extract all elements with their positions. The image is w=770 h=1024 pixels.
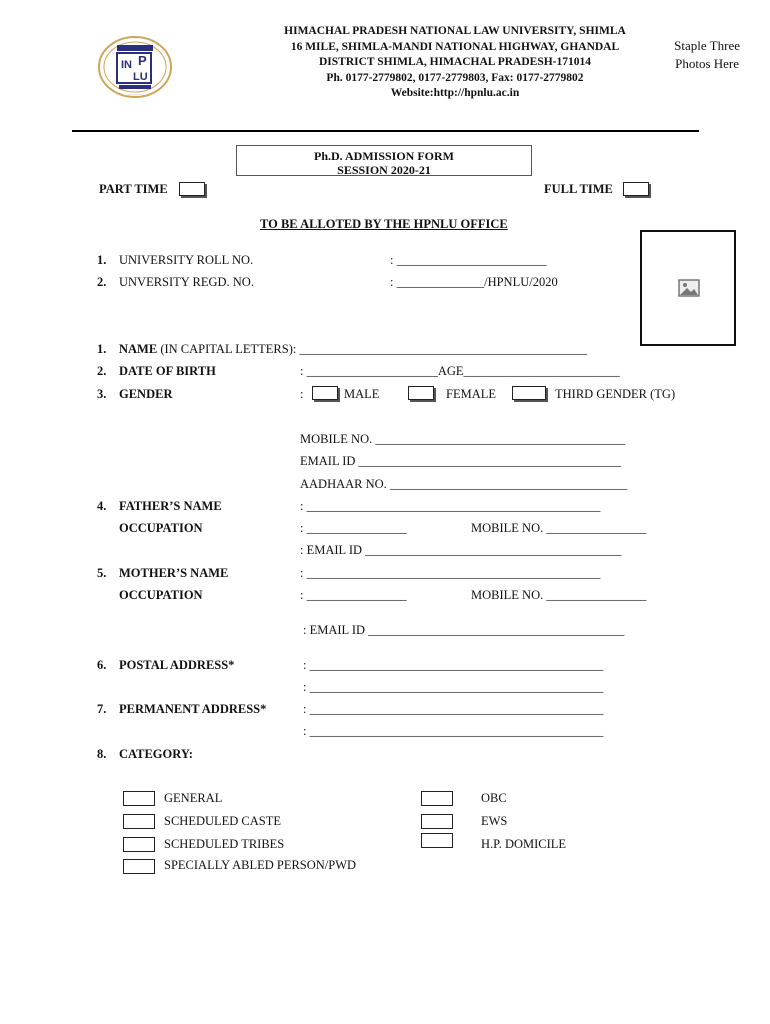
full-time-checkbox[interactable]: [623, 182, 649, 196]
header-line-1: HIMACHAL PRADESH NATIONAL LAW UNIVERSITY, SHIMLA: [284, 25, 626, 37]
university-roll-label: UNIVERSITY ROLL NO.: [119, 253, 254, 267]
father-mobile-field[interactable]: MOBILE NO. ________________: [471, 521, 647, 535]
postal-address-line-2[interactable]: : _______________________________________________: [303, 680, 604, 694]
office-field-2-num: 2.: [97, 275, 107, 289]
dob-label: DATE OF BIRTH: [119, 364, 216, 378]
father-occupation-field[interactable]: : ________________: [300, 521, 407, 535]
aadhaar-field[interactable]: AADHAAR NO. ______________________________________: [300, 477, 628, 491]
general-checkbox[interactable]: [123, 791, 155, 806]
university-header: [230, 24, 680, 102]
staple-line-2: Photos Here: [675, 56, 740, 71]
postal-address-label: POSTAL ADDRESS*: [119, 658, 235, 672]
ews-checkbox[interactable]: [421, 814, 453, 829]
permanent-num: 7.: [97, 702, 107, 716]
third-gender-label: THIRD GENDER (TG): [555, 387, 676, 401]
university-logo: [97, 35, 173, 99]
category-num: 8.: [97, 747, 107, 761]
mother-occupation-field[interactable]: : ________________: [300, 588, 407, 602]
postal-num: 6.: [97, 658, 107, 672]
permanent-address-line-2[interactable]: : _______________________________________________: [303, 724, 604, 738]
mobile-field[interactable]: MOBILE NO. ________________________________________: [300, 432, 626, 446]
university-regd-label: UNVERSITY REGD. NO.: [119, 275, 254, 289]
father-occupation-label: OCCUPATION: [119, 521, 203, 535]
mother-name-label: MOTHER’S NAME: [119, 566, 229, 580]
mother-mobile-field[interactable]: MOBILE NO. ________________: [471, 588, 647, 602]
svg-text:............: ............: [128, 91, 142, 96]
name-field[interactable]: (IN CAPITAL LETTERS): ______________________________________________: [157, 342, 587, 356]
part-time-checkbox[interactable]: [179, 182, 205, 196]
father-name-label: FATHER’S NAME: [119, 499, 222, 513]
header-line-3: DISTRICT SHIMLA, HIMACHAL PRADESH-171014: [319, 56, 591, 68]
pwd-checkbox[interactable]: [123, 859, 155, 874]
photo-box[interactable]: [640, 230, 736, 346]
category-label: CATEGORY:: [119, 747, 193, 761]
gender-label: GENDER: [119, 387, 173, 401]
part-time-label: PART TIME: [99, 182, 168, 196]
father-num: 4.: [97, 499, 107, 513]
female-label: FEMALE: [446, 387, 496, 401]
father-name-field[interactable]: : _______________________________________________: [300, 499, 601, 513]
header-line-5: Website:http://hpnlu.ac.in: [390, 87, 520, 99]
obc-checkbox[interactable]: [421, 791, 453, 806]
scheduled-tribes-checkbox[interactable]: [123, 837, 155, 852]
male-checkbox[interactable]: [312, 386, 338, 400]
female-checkbox[interactable]: [408, 386, 434, 400]
staple-photos-note: [674, 37, 740, 73]
name-num: 1.: [97, 342, 107, 356]
pwd-label: SPECIALLY ABLED PERSON/PWD: [164, 858, 357, 872]
svg-text:P: P: [138, 53, 147, 68]
form-session: SESSION 2020-21: [337, 163, 431, 177]
university-roll-field[interactable]: : ________________________: [390, 253, 547, 267]
permanent-address-label: PERMANENT ADDRESS*: [119, 702, 267, 716]
header-line-2: 16 MILE, SHIMLA-MANDI NATIONAL HIGHWAY, GHANDAL: [290, 40, 620, 53]
male-label: MALE: [344, 387, 380, 401]
hp-domicile-checkbox[interactable]: [421, 833, 453, 848]
mother-num: 5.: [97, 566, 107, 580]
staple-line-1: Staple Three: [674, 38, 740, 53]
office-heading: TO BE ALLOTED BY THE HPNLU OFFICE: [260, 217, 508, 231]
mother-name-field[interactable]: : _______________________________________________: [300, 566, 601, 580]
scheduled-caste-checkbox[interactable]: [123, 814, 155, 829]
full-time-label: FULL TIME: [544, 182, 613, 196]
postal-address-line-1[interactable]: : _______________________________________________: [303, 658, 604, 672]
permanent-address-line-1[interactable]: : _______________________________________________: [303, 702, 604, 716]
header-line-4: Ph. 0177-2779802, 0177-2779803, Fax: 0177-2779802: [326, 71, 584, 84]
university-regd-field[interactable]: : ______________/HPNLU/2020: [390, 275, 558, 289]
form-title: Ph.D. ADMISSION FORM: [313, 149, 454, 163]
svg-text:IN: IN: [121, 59, 132, 71]
ews-label: EWS: [481, 814, 508, 828]
obc-label: OBC: [481, 791, 507, 805]
third-gender-checkbox[interactable]: [512, 386, 546, 400]
mother-email-field[interactable]: : EMAIL ID _________________________________________: [303, 623, 625, 637]
svg-text:LU: LU: [133, 71, 148, 83]
office-field-1-num: 1.: [97, 253, 107, 267]
form-title-box: [236, 145, 532, 176]
hp-domicile-label: H.P. DOMICILE: [481, 837, 567, 851]
gender-colon: :: [300, 387, 304, 401]
name-label: NAME: [119, 342, 158, 356]
general-label: GENERAL: [164, 791, 223, 805]
image-placeholder-icon: [678, 279, 700, 302]
email-field[interactable]: EMAIL ID __________________________________________: [300, 454, 622, 468]
mother-occupation-label: OCCUPATION: [119, 588, 203, 602]
gender-num: 3.: [97, 387, 107, 401]
header-divider: [72, 130, 699, 132]
father-email-field[interactable]: : EMAIL ID _________________________________________: [300, 543, 622, 557]
scheduled-tribes-label: SCHEDULED TRIBES: [164, 837, 285, 851]
dob-num: 2.: [97, 364, 107, 378]
dob-age-field[interactable]: : _____________________AGE_________________________: [300, 364, 620, 378]
scheduled-caste-label: SCHEDULED CASTE: [164, 814, 282, 828]
